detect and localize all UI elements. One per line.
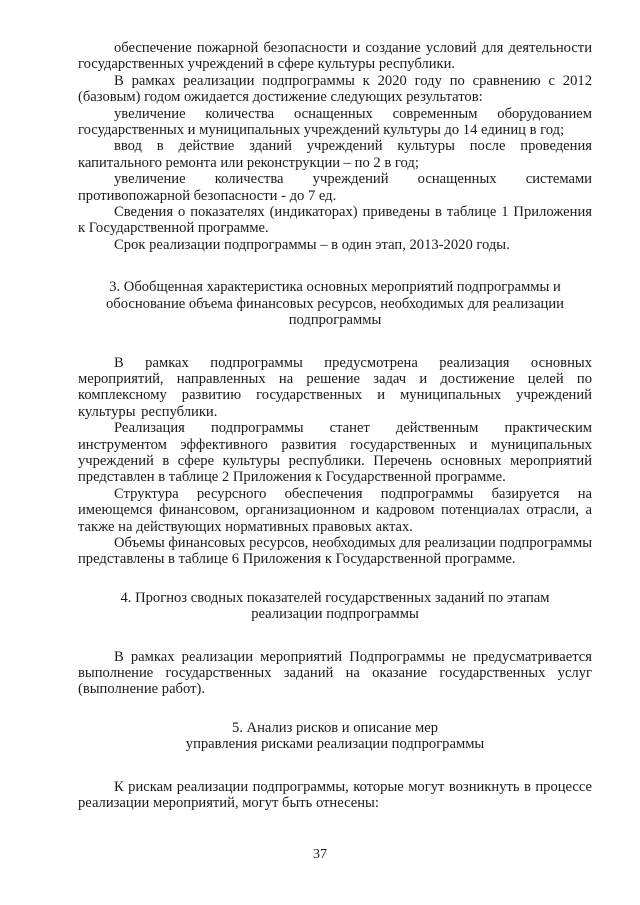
paragraph-building-commissioning: ввод в действие зданий учреждений культуры после проведения капитального ремонта или реконструкции – по 2 в год; <box>78 138 592 171</box>
spacer <box>78 253 592 279</box>
section-3-heading-line: подпрограммы <box>288 312 382 329</box>
section-4-heading-line: 4. Прогноз сводных показателей государственных заданий по этапам <box>120 589 550 606</box>
paragraph-state-tasks: В рамках реализации мероприятий Подпрограммы не предусматривается выполнение государственных заданий на оказание государственных услуг (выполнение работ). <box>78 648 592 698</box>
section-3-heading-line: 3. Обобщенная характеристика основных мероприятий подпрограммы и <box>109 279 561 296</box>
document-page <box>78 40 592 811</box>
section-5-heading-line: управления рисками реализации подпрограммы <box>185 736 485 753</box>
spacer <box>78 568 592 590</box>
paragraph-expected-results: В рамках реализации подпрограммы к 2020 году по сравнению с 2012 (базовым) годом ожидается достижение следующих результатов: <box>78 72 592 106</box>
paragraph-indicators-reference: Сведения о показателях (индикаторах) приведены в таблице 1 Приложения к Государственной программе. <box>78 204 592 237</box>
page-number: 37 <box>313 847 327 862</box>
paragraph-implementation-period: Срок реализации подпрограммы – в один этап, 2013-2020 годы. <box>114 236 510 253</box>
section-3-heading-line: обоснование объема финансовых ресурсов, необходимых для реализации <box>106 295 564 312</box>
spacer <box>78 698 592 720</box>
paragraph-resource-structure: Структура ресурсного обеспечения подпрограммы базируется на имеющемся финансовом, организационном и кадровом потенциалах отрасли, а также на действующих нормативных правовых актах. <box>78 485 592 535</box>
section-5-heading <box>78 720 592 753</box>
paragraph-fire-systems: увеличение количества учреждений оснащенных системами противопожарной безопасности - до 7 ед. <box>78 171 592 204</box>
section-4-heading-line: реализации подпрограммы <box>251 606 419 623</box>
paragraph-equipment-increase: увеличение количества оснащенных современным оборудованием государственных и муниципальных учреждений культуры до 14 единиц в год; <box>78 105 592 139</box>
spacer <box>78 329 592 355</box>
paragraph-risks: К рискам реализации подпрограммы, которые могут возникнуть в процессе реализации мероприятий, могут быть отнесены: <box>78 778 592 812</box>
paragraph-main-activities: В рамках подпрограммы предусмотрена реализация основных мероприятий, направленных на решение задач и достижение целей по комплексному развитию государственных и муниципальных учреждений культуры республики. <box>78 354 592 420</box>
spacer <box>78 753 592 779</box>
paragraph-fire-safety: обеспечение пожарной безопасности и создание условий для деятельности государственных учреждений в сфере культуры республики. <box>78 40 592 73</box>
paragraph-effective-instrument: Реализация подпрограммы станет действенным практическим инструментом эффективного развития государственных и муниципальных учреждений в сфере культуры республики. Перечень основных мероприятий представлен в таблице 2 Приложения к Государственной программе. <box>78 420 592 486</box>
paragraph-financial-volumes: Объемы финансовых ресурсов, необходимых для реализации подпрограммы представлены в таблице 6 Приложения к Государственной программе. <box>78 534 592 568</box>
section-5-heading-line: 5. Анализ рисков и описание мер <box>231 719 439 736</box>
section-4-heading <box>78 590 592 623</box>
spacer <box>78 623 592 649</box>
section-3-heading <box>78 279 592 328</box>
